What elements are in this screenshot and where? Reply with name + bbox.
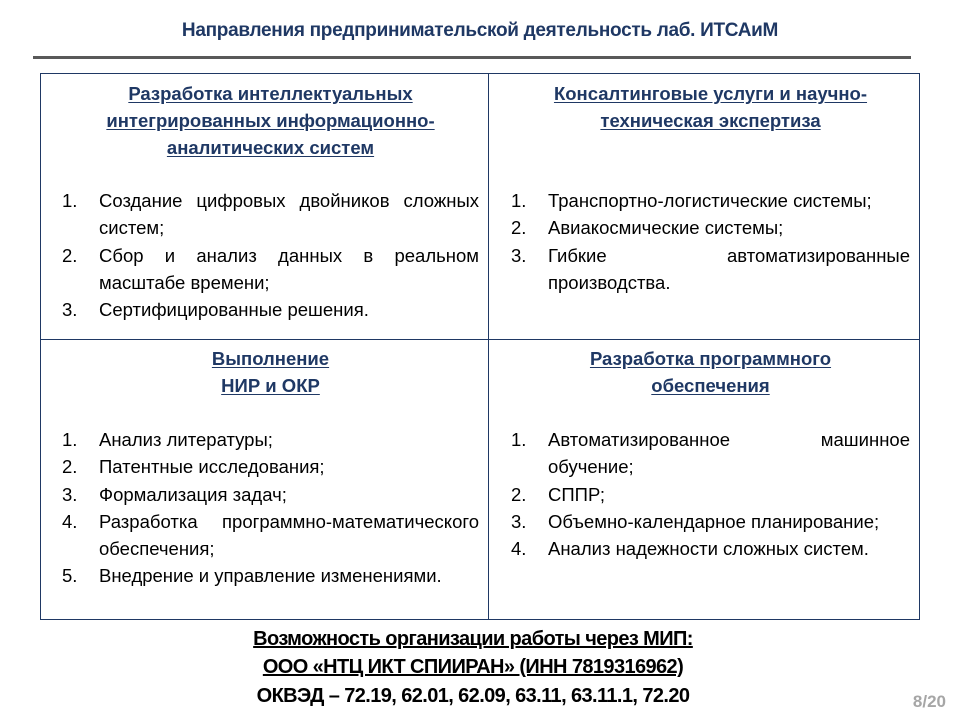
list-text: Патентные исследования;: [99, 456, 325, 478]
list-number: 1.: [62, 429, 78, 450]
slide-title: Направления предпринимательской деятельность лаб. ИТСАиМ: [181, 20, 779, 41]
list-number: 2.: [62, 244, 78, 266]
list-item: [62, 453, 479, 480]
list-item: [62, 296, 479, 323]
list-number: 5.: [62, 565, 78, 587]
list-number: 3.: [511, 244, 527, 266]
footer-text: ООО «НТЦ ИКТ СПИИРАН» (ИНН 7819316962): [262, 656, 684, 678]
page-number: 8/20: [912, 692, 946, 711]
table-horizontal-divider: [40, 339, 920, 340]
quadrant-software: [511, 345, 910, 562]
list-number: 1.: [62, 190, 78, 211]
list-number: 3.: [511, 510, 527, 532]
heading-line: аналитических систем: [166, 137, 375, 158]
heading-line: Консалтинговые услуги и научно-: [553, 83, 868, 104]
footer-text: ОКВЭД – 72.19, 62.01, 62.09, 63.11, 63.11.1, 72.20: [256, 685, 690, 707]
list-item: [62, 508, 479, 563]
heading-line: Выполнение: [211, 348, 330, 369]
list-number: 3.: [62, 299, 78, 321]
list-text: СППР;: [548, 483, 606, 505]
heading-line: Разработка интеллектуальных: [128, 83, 413, 104]
table-vertical-divider: [488, 73, 489, 620]
list-item: [62, 481, 479, 508]
quadrant-heading: [511, 80, 910, 134]
list-text: Транспортно-логистические системы;: [548, 190, 872, 211]
quadrant-intellectual-systems: [62, 80, 479, 323]
heading-line: интегрированных информационно-: [106, 110, 435, 131]
quadrant-list: [62, 187, 479, 323]
list-number: 2.: [511, 483, 527, 505]
heading-line: обеспечения: [651, 375, 770, 396]
quadrant-heading: [511, 345, 910, 399]
quadrant-heading: [62, 80, 479, 161]
footer-company: [0, 656, 946, 679]
list-number: 2.: [62, 456, 78, 478]
quadrant-consulting: [511, 80, 910, 296]
list-text: Сертифицированные решения.: [99, 299, 369, 321]
list-text: Гибкие автоматизированные производства.: [548, 244, 910, 293]
list-item: [62, 426, 479, 453]
list-item: [62, 187, 479, 242]
list-text: Авиакосмические системы;: [548, 217, 784, 239]
list-item: [62, 562, 479, 589]
quadrant-list: [511, 187, 910, 296]
list-number: 1.: [511, 429, 527, 450]
footer-mip-note: [0, 628, 946, 651]
footer-text: Возможность организации работы через МИП:: [253, 628, 693, 650]
list-text: Анализ надежности сложных систем.: [548, 538, 869, 560]
list-item: [511, 187, 910, 214]
footer-okved: [0, 685, 946, 708]
quadrant-list: [511, 426, 910, 562]
list-number: 4.: [62, 510, 78, 532]
heading-line: Разработка программного: [589, 348, 832, 369]
list-item: [511, 535, 910, 562]
list-text: Автоматизированное машинное обучение;: [548, 429, 910, 478]
quadrant-heading: [62, 345, 479, 399]
list-text: Внедрение и управление изменениями.: [99, 565, 442, 587]
list-text: Анализ литературы;: [99, 429, 273, 450]
list-text: Формализация задач;: [99, 483, 287, 505]
list-number: 1.: [511, 190, 527, 211]
list-text: Создание цифровых двойников сложных систем;: [99, 190, 479, 239]
list-item: [511, 426, 910, 481]
quadrant-list: [62, 426, 479, 590]
heading-line: техническая экспертиза: [600, 110, 821, 131]
list-text: Разработка программно-математического обеспечения;: [99, 510, 479, 560]
title-divider: [33, 56, 911, 59]
heading-line: НИР и ОКР: [221, 375, 320, 396]
list-number: 3.: [62, 483, 78, 505]
list-number: 2.: [511, 217, 527, 239]
list-item: [62, 242, 479, 297]
list-item: [511, 214, 910, 241]
list-item: [511, 242, 910, 297]
list-text: Сбор и анализ данных в реальном масштабе времени;: [99, 244, 479, 293]
quadrant-research: [62, 345, 479, 590]
list-item: [511, 508, 910, 535]
list-number: 4.: [511, 538, 527, 560]
list-item: [511, 481, 910, 508]
list-text: Объемно-календарное планирование;: [548, 510, 880, 532]
